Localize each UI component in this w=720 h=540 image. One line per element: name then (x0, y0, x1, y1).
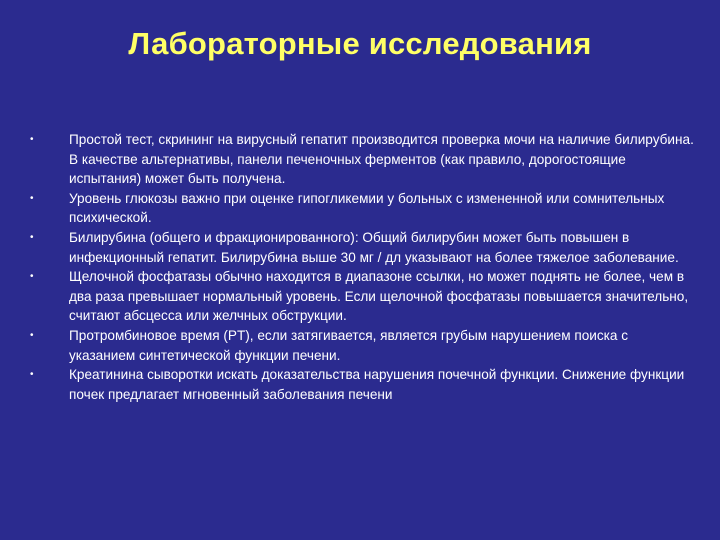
bullet-text: Протромбиновое время (PT), если затягивается, является грубым нарушением поиска с указанием синтетической функции печени. (69, 327, 629, 363)
bullet-text: Креатинина сыворотки искать доказательства нарушения почечной функции. Снижение функции почек предлагает мгновенный заболевания печени (69, 367, 685, 402)
bullet-item-bilirubin (28, 228, 698, 267)
bullet-text: Простой тест, скрининг на вирусный гепатит производится проверка мочи на наличие билирубина. В качестве альтернативы, панели печеночных ферментов (как правило, дорогостоящие испытания) может быть получена. (69, 132, 694, 187)
bullet-item-glucose (28, 189, 698, 228)
bullet-icon: • (30, 271, 34, 283)
bullet-icon: • (30, 231, 34, 243)
bullet-icon: • (30, 369, 34, 381)
bullet-item-urine-test (28, 130, 698, 189)
bullet-item-creatinine (28, 365, 698, 404)
bullet-text: Щелочной фосфатазы обычно находится в диапазоне ссылки, но может поднять не более, чем в два раза превышает нормальный уровень. Если щелочной фосфатазы повышается значительно, считают абсцесса или желчных обструкции. (69, 269, 689, 324)
slide-title: Лабораторные исследования (128, 26, 592, 61)
bullet-icon: • (30, 329, 34, 341)
bullet-text: Уровень глюкозы важно при оценке гипогликемии у больных с измененной или сомнительных психической. (69, 190, 665, 226)
bullet-item-prothrombin-time (28, 326, 698, 365)
bullet-icon: • (30, 192, 34, 204)
bullet-item-alkaline-phosphatase (28, 267, 698, 326)
bullet-text: Билирубина (общего и фракционированного): Общий билирубин может быть повышен в инфекционный гепатит. Билирубина выше 30 мг / дл указывают на более тяжелое заболевание. (69, 229, 679, 265)
bullet-icon: • (30, 134, 34, 145)
bullet-list (28, 130, 698, 404)
